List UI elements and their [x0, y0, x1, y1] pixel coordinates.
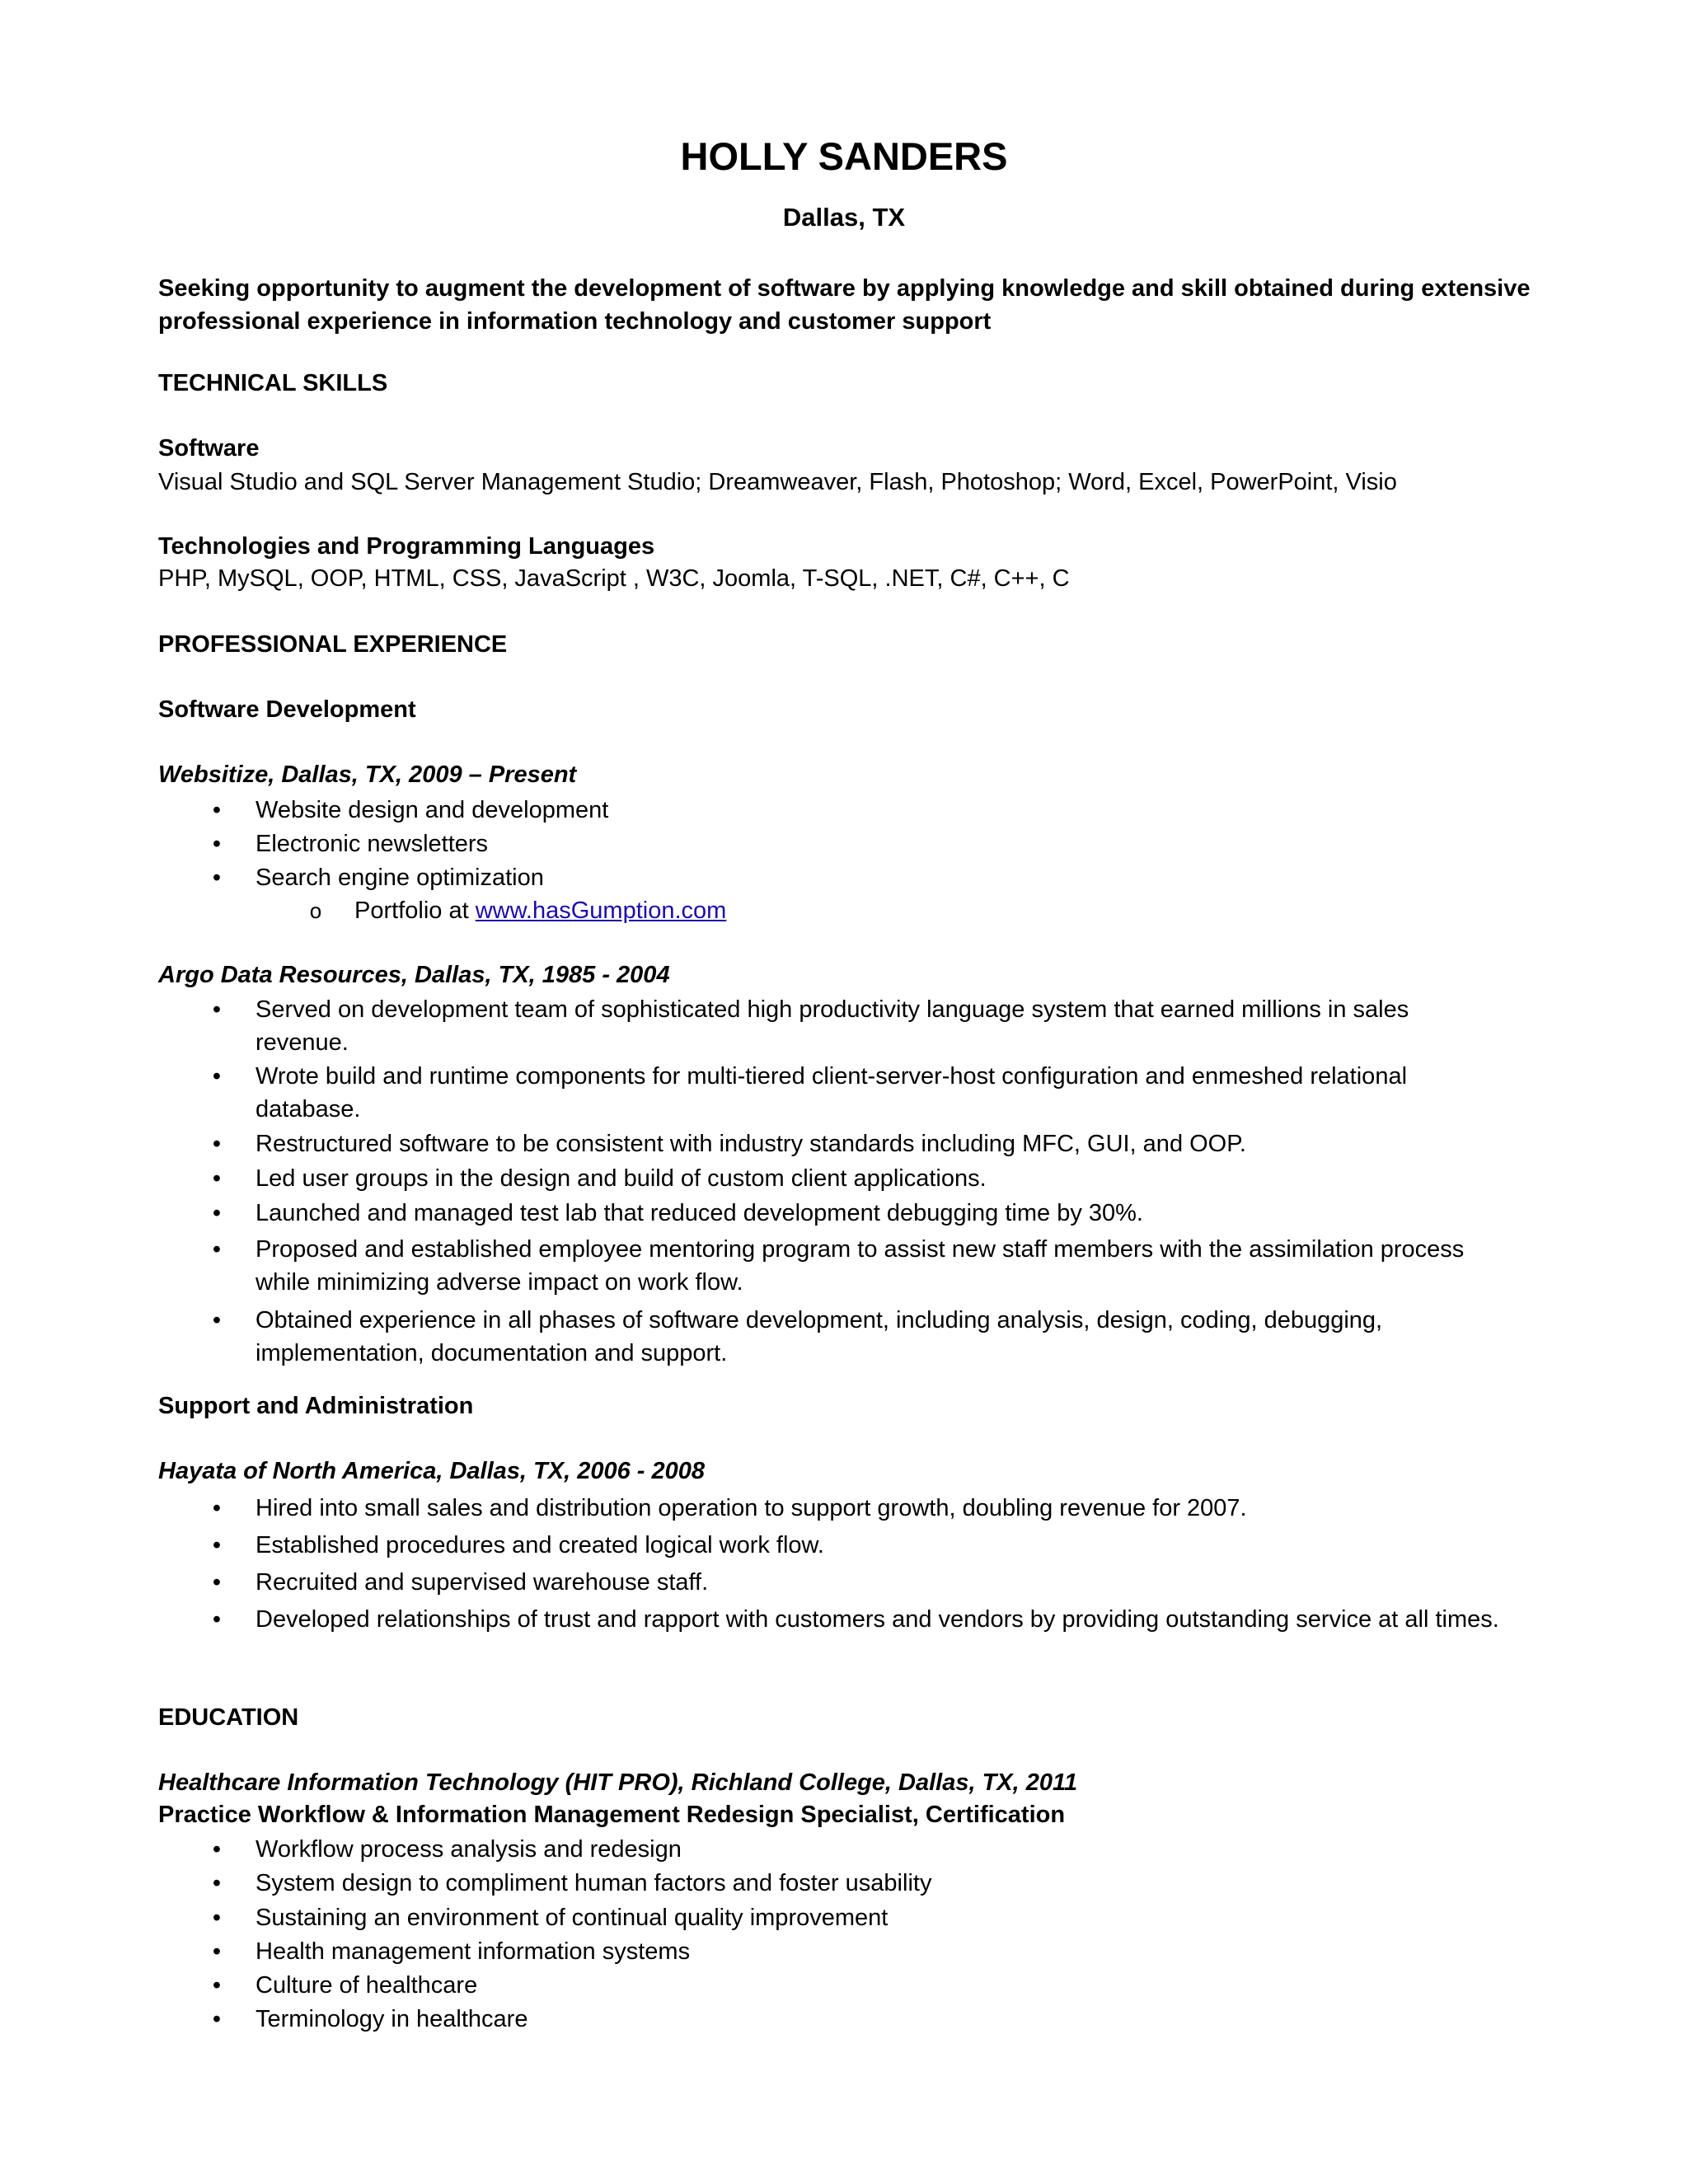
list-item-text: Proposed and established employee mentoring program to assist new staff members with the assimilation process while minimizing adverse impact on work flow.	[256, 1236, 1465, 1296]
bullet-icon: •	[212, 2006, 222, 2032]
list-item-text: Workflow process analysis and redesign	[256, 1836, 682, 1863]
bullet-icon: •	[212, 831, 222, 857]
software-value: Visual Studio and SQL Server Management Studio; Dreamweaver, Flash, Photoshop; Word, Excel, PowerPoint, Visio	[158, 469, 1397, 495]
list-item-text: Developed relationships of trust and rapport with customers and vendors by providing outstanding service at all times.	[256, 1606, 1499, 1633]
bullet-icon: •	[212, 1606, 222, 1633]
list-item-text: Hired into small sales and distribution operation to support growth, doubling revenue for 2007.	[256, 1495, 1247, 1521]
bullet-icon: •	[212, 1870, 222, 1896]
job-title-argo: Argo Data Resources, Dallas, TX, 1985 - 2004	[158, 962, 670, 988]
list-item-text: Terminology in healthcare	[256, 2006, 528, 2032]
bullet-icon: •	[212, 1905, 222, 1931]
software-label: Software	[158, 435, 260, 462]
bullet-icon: •	[212, 1532, 222, 1558]
list-item-text: Led user groups in the design and build of custom client applications.	[256, 1165, 987, 1192]
hollow-bullet-icon: o	[309, 898, 322, 923]
portfolio-line	[354, 894, 1508, 927]
resume-location: Dallas, TX	[782, 203, 906, 232]
list-item-text: Website design and development	[256, 797, 609, 823]
list-item-text: Culture of healthcare	[256, 1972, 478, 1999]
bullet-icon: •	[212, 1495, 222, 1521]
list-item-text: Health management information systems	[256, 1938, 691, 1965]
bullet-icon: •	[212, 1131, 222, 1157]
experience-heading: PROFESSIONAL EXPERIENCE	[158, 631, 508, 658]
education-certification: Practice Workflow & Information Management Redesign Specialist, Certification	[158, 1802, 1066, 1828]
list-item-text: Launched and managed test lab that reduced development debugging time by 30%.	[256, 1200, 1143, 1226]
list-item-text: Search engine optimization	[256, 865, 544, 891]
list-item-text: Wrote build and runtime components for multi-tiered client-server-host configuration and enmeshed relational database.	[256, 1063, 1408, 1122]
education-program: Healthcare Information Technology (HIT PRO), Richland College, Dallas, TX, 2011	[158, 1769, 1078, 1796]
bullet-icon: •	[212, 797, 222, 823]
job-title-hayata: Hayata of North America, Dallas, TX, 2006 - 2008	[158, 1458, 705, 1484]
job-title-websitize: Websitize, Dallas, TX, 2009 – Present	[158, 762, 577, 788]
education-heading: EDUCATION	[158, 1704, 299, 1731]
technical-skills-heading: TECHNICAL SKILLS	[158, 370, 388, 396]
list-item-text: Sustaining an environment of continual quality improvement	[256, 1905, 889, 1931]
bullet-icon: •	[212, 865, 222, 891]
list-item-text: Electronic newsletters	[256, 831, 489, 857]
software-development-heading: Software Development	[158, 696, 416, 723]
resume-name: HOLLY SANDERS	[680, 134, 1008, 178]
support-administration-heading: Support and Administration	[158, 1393, 474, 1419]
list-item-text: Restructured software to be consistent with industry standards including MFC, GUI, and OOP.	[256, 1131, 1246, 1157]
languages-label: Technologies and Programming Languages	[158, 533, 655, 560]
list-item-text: System design to compliment human factors and foster usability	[256, 1870, 932, 1896]
portfolio-prefix: Portfolio at	[354, 898, 476, 924]
bullet-icon: •	[212, 1938, 222, 1965]
bullet-icon: •	[212, 1063, 222, 1090]
bullet-icon: •	[212, 1569, 222, 1596]
bullet-icon: •	[212, 1307, 222, 1333]
portfolio-link[interactable]: www.hasGumption.com	[475, 898, 727, 924]
bullet-icon: •	[212, 1836, 222, 1863]
bullet-icon: •	[212, 1200, 222, 1226]
bullet-icon: •	[212, 1236, 222, 1263]
objective-statement: Seeking opportunity to augment the development of software by applying knowledge and skill obtained during extensive professional experience in information technology and customer support	[158, 275, 1531, 335]
list-item-text: Established procedures and created logical work flow.	[256, 1532, 824, 1558]
bullet-icon: •	[212, 1972, 222, 1999]
list-item-text: Obtained experience in all phases of software development, including analysis, design, coding, debugging, implementation, documentation and support.	[256, 1307, 1383, 1366]
list-item-text: Served on development team of sophisticated high productivity language system that earned millions in sales revenue.	[256, 996, 1409, 1056]
list-item-text: Recruited and supervised warehouse staff.	[256, 1569, 709, 1596]
bullet-icon: •	[212, 1165, 222, 1192]
languages-value: PHP, MySQL, OOP, HTML, CSS, JavaScript , W3C, Joomla, T-SQL, .NET, C#, C++, C	[158, 565, 1070, 592]
bullet-icon: •	[212, 996, 222, 1023]
